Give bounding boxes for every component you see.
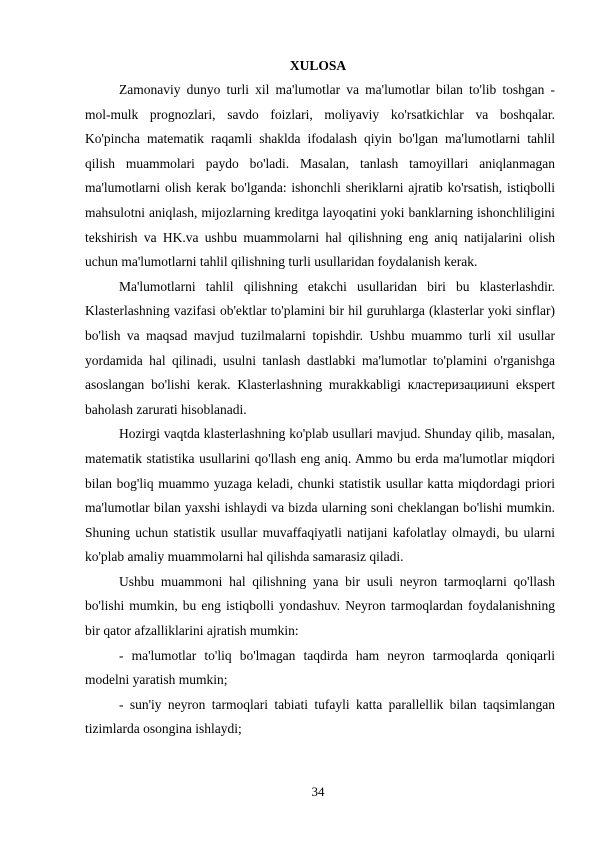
paragraph-methods: Hozirgi vaqtda klasterlashning ko'plab usullari mavjud. Shunday qilib, masalan, matematik statistika usullarini qo'llash eng aniq. Ammo bu erda ma'lumotlar miqdori bilan bog'liq muammo yuzaga keladi, chunki statistik usullar katta miqdordagi priori ma'lumotlar bilan yaxshi ishlaydi va bizda ularning soni cheklangan bo'lishi mumkin. Shuning uchun statistik usullar muvaffaqiyatli natijani kafolatlay olmaydi, bu ularni ko'plab amaliy muammolarni hal qilishda samarasiz qiladi. [85,426,555,565]
page-number: 34 [311,784,325,799]
paragraph-clustering: Ma'lumotlarni tahlil qilishning etakchi usullaridan biri bu klasterlashdir. Klasterlashning vazifasi ob'ektlar to'plamini bir hil guruhlarga (klasterlar yoki sinflar) bo'lish va maqsad mavjud tuzilmalarni topishdir. Ushbu muammo turli xil usullar yordamida hal qilinadi, usulni tanlash dastlabki ma'lumotlar to'plamini o'rganishga asoslangan bo'lishi kerak. Klasterlashning murakkabligi кластеризацииuni ekspert baholash zarurati hisoblanadi. [85,278,555,417]
body-text [85,78,555,742]
list-item-parallelism: - sun'iy neyron tarmoqlari tabiati tufayli katta parallellik bilan taqsimlangan tizimlarda osongina ishlaydi; [85,696,555,737]
paragraph-intro: Zamonaviy dunyo turli xil ma'lumotlar va ma'lumotlar bilan to'lib toshgan - mol-mulk prognozlari, savdo foizlari, moliyaviy ko'rsatkichlar va boshqalar. Ko'pincha matematik raqamli shaklda ifodalash qiyin bo'lgan ma'lumotlarni tahlil qilish muammolari paydo bo'ladi. Masalan, tanlash tamoyillari aniqlanmagan ma'lumotlarni olish kerak bo'lganda: ishonchli sheriklarni ajratib ko'rsatish, istiqbolli mahsulotni aniqlash, mijozlarning kreditga layoqatini yoki banklarning ishonchliligini tekshirish va HK.va ushbu muammolarni hal qilishning eng aniq natijalarini olish uchun ma'lumotlarni tahlil qilishning turli usullaridan foydalanish kerak. [85,82,555,270]
section-title: XULOSA [289,58,347,73]
paragraph-neural-networks: Ushbu muammoni hal qilishning yana bir usuli neyron tarmoqlarni qo'llash bo'lishi mumkin, bu eng istiqbolli yondashuv. Neyron tarmoqlardan foydalanishning bir qator afzalliklarini ajratish mumkin: [85,573,555,639]
list-item-incomplete-data: - ma'lumotlar to'liq bo'lmagan taqdirda ham neyron tarmoqlarda qoniqarli modelni yaratish mumkin; [85,647,555,688]
